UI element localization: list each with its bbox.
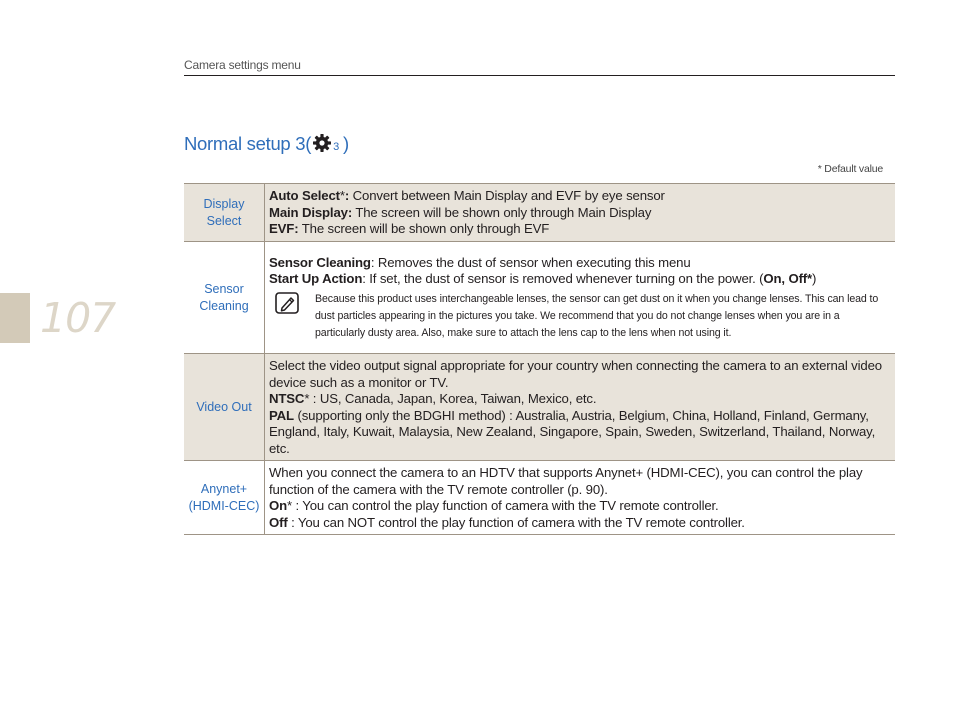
row-desc-anynet xyxy=(265,461,896,535)
ntsc-star: * xyxy=(304,391,310,406)
startup-action-close: ) xyxy=(812,271,817,286)
page-title-close: ) xyxy=(342,133,349,154)
startup-action-title: Start Up Action xyxy=(269,271,363,286)
main-display-title: Main Display: xyxy=(269,204,353,220)
table-row-display-select xyxy=(184,184,895,242)
auto-select-title: Auto Select xyxy=(269,188,340,204)
row-label-display-select: Display Select xyxy=(184,184,265,242)
settings-table xyxy=(184,183,895,535)
sensor-cleaning-title: Sensor Cleaning xyxy=(269,254,371,270)
table-row-anynet xyxy=(184,461,895,535)
gear-icon xyxy=(312,133,332,153)
startup-action-text: : If set, the dust of sensor is removed whenever turning on the power. ( xyxy=(362,271,764,286)
sensor-cleaning-text: : Removes the dust of sensor when executing this menu xyxy=(370,254,691,270)
table-row-video-out xyxy=(184,354,895,461)
header-divider xyxy=(184,75,895,76)
evf-title: EVF: xyxy=(269,221,299,237)
evf-text: The screen will be shown only through EVF xyxy=(298,221,550,237)
table-row-sensor-cleaning xyxy=(184,242,895,354)
row-desc-display-select xyxy=(265,184,896,242)
anynet-intro: When you connect the camera to an HDTV that supports Anynet+ (HDMI-CEC), you can control the play function of the camera with the TV remote controller (p. 90). xyxy=(269,465,863,497)
sensor-note xyxy=(269,291,887,342)
row-label-anynet: Anynet+ (HDMI-CEC) xyxy=(184,461,265,535)
page-title-text: Normal setup 3( xyxy=(184,133,312,154)
main-display-text: The screen will be shown only through Main Display xyxy=(352,204,652,220)
page-side-tab xyxy=(0,293,30,343)
row-label-video-out: Video Out xyxy=(184,354,265,461)
anynet-off-text: : You can NOT control the play function of camera with the TV remote controller. xyxy=(287,514,745,530)
ntsc-text: : US, Canada, Japan, Korea, Taiwan, Mexico, etc. xyxy=(309,391,597,406)
row-desc-video-out xyxy=(265,354,896,461)
pal-text: (supporting only the BDGHI method) : Australia, Austria, Belgium, China, Holland, Finland, Germany, England, Italy, Kuwait, Malaysia, New Zealand, Singapore, Spain, Sweden, Switzerland, Thailand, Norway, etc. xyxy=(269,407,876,456)
default-value-note: * Default value xyxy=(817,163,883,175)
row-desc-sensor-cleaning xyxy=(265,242,896,354)
video-out-intro: Select the video output signal appropriate for your country when connecting the camera to an external video device such as a monitor or TV. xyxy=(269,358,882,390)
ntsc-title: NTSC xyxy=(269,391,305,406)
anynet-on-text: : You can control the play function of camera with the TV remote controller. xyxy=(292,498,719,513)
row-label-sensor-cleaning: Sensor Cleaning xyxy=(184,242,265,354)
startup-action-options: On, Off* xyxy=(763,271,813,286)
page-title-sub: 3 xyxy=(333,141,339,153)
sensor-note-text: Because this product uses interchangeable lenses, the sensor can get dust on it when you change lenses. This can lead to dust particles appearing in the pictures you take. We recommend that you do not change lenses when you are in a particularly dusty area. Also, make sure to attach the lens cap to the lens when not using it. xyxy=(315,292,879,339)
pal-title: PAL xyxy=(269,407,294,423)
page-title xyxy=(184,132,349,159)
auto-select-star: * xyxy=(339,188,345,204)
note-pencil-icon xyxy=(275,292,301,316)
anynet-off-title: Off xyxy=(269,514,288,530)
auto-select-colon: : xyxy=(344,188,350,204)
anynet-on-title: On xyxy=(269,498,288,513)
anynet-on-star: * xyxy=(287,498,292,513)
auto-select-text: Convert between Main Display and EVF by eye sensor xyxy=(349,188,665,204)
header-section-label: Camera settings menu xyxy=(184,58,301,72)
page-number: 107 xyxy=(40,294,116,342)
